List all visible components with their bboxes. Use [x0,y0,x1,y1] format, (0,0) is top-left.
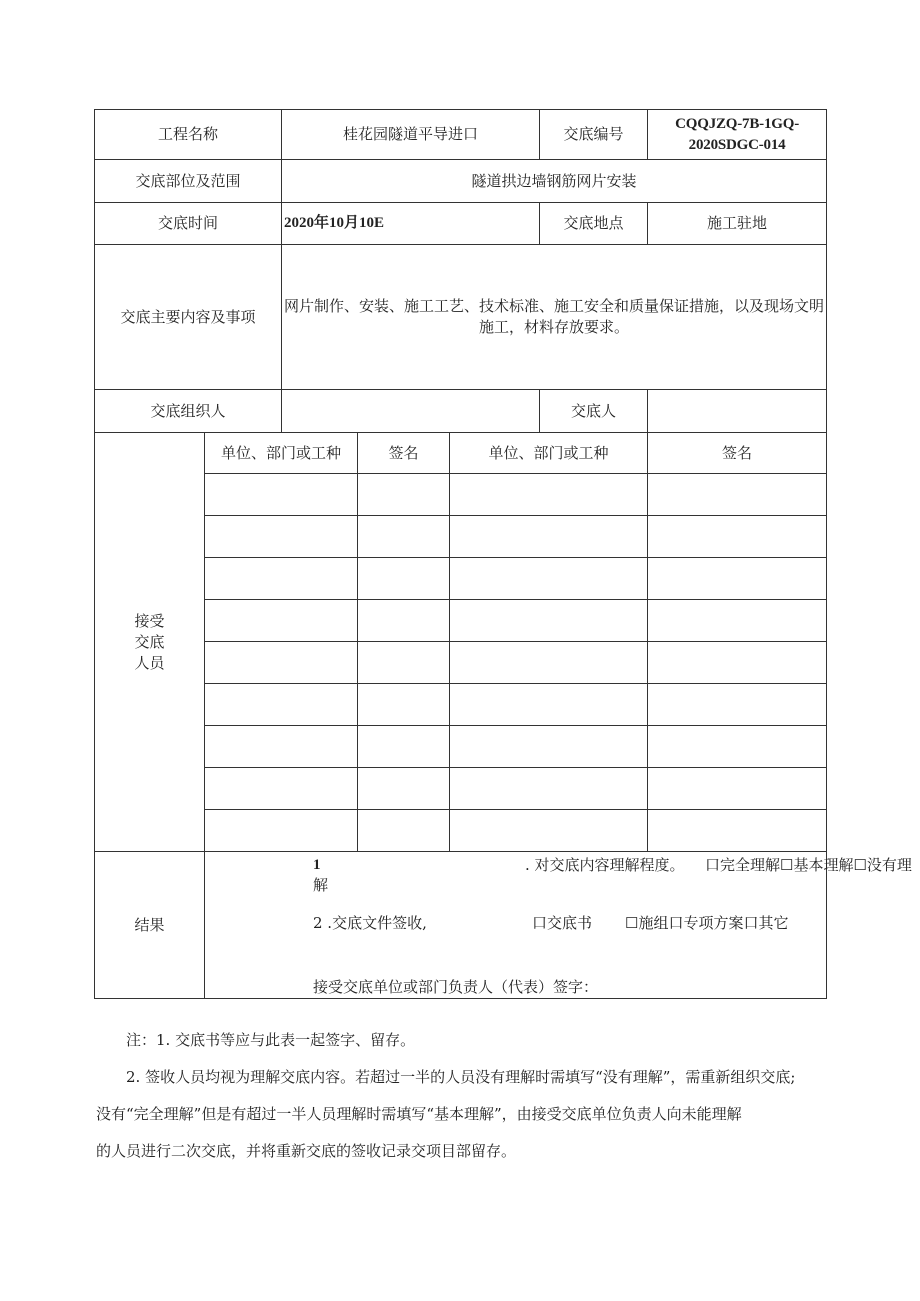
receivers-header-sign-1: 签名 [358,433,450,474]
result-item-2-text: 2 .交底文件签收, [313,914,427,932]
unit-cell[interactable] [205,600,358,642]
receivers-label: 接受 交底 人员 [95,433,205,852]
disclosure-code-label: 交底编号 [540,110,648,160]
sign-cell[interactable] [648,684,827,726]
sign-cell[interactable] [358,600,450,642]
unit-cell[interactable] [450,474,648,516]
unit-cell[interactable] [450,810,648,852]
table-row [95,474,827,516]
unit-cell[interactable] [450,768,648,810]
unit-cell[interactable] [450,516,648,558]
sign-cell[interactable] [358,642,450,684]
sign-cell[interactable] [358,474,450,516]
table-row [95,642,827,684]
disclosure-time-value: 2020年10月10E [282,203,540,245]
result-item-1-wrap: 解 [313,876,329,894]
organizer-label: 交底组织人 [95,390,282,433]
sign-cell[interactable] [648,558,827,600]
presenter-label: 交底人 [540,390,648,433]
unit-cell[interactable] [450,600,648,642]
note-1: 注：1. 交底书等应与此表一起签字、留存。 [126,1031,416,1049]
sign-cell[interactable] [648,726,827,768]
sign-cell[interactable] [648,642,827,684]
sign-cell[interactable] [648,474,827,516]
sign-cell[interactable] [358,558,450,600]
table-row [95,600,827,642]
receivers-header-unit-1: 单位、部门或工种 [205,433,358,474]
sign-cell[interactable] [648,600,827,642]
unit-cell[interactable] [205,474,358,516]
table-row [95,684,827,726]
unit-cell[interactable] [205,684,358,726]
main-content-label: 交底主要内容及事项 [95,245,282,390]
project-name-value: 桂花园隧道平导进口 [282,110,540,160]
technical-disclosure-form [94,109,912,999]
sign-cell[interactable] [358,810,450,852]
table-row [95,516,827,558]
result-item-1-number: 1 [313,857,321,873]
unit-cell[interactable] [450,684,648,726]
result-item-1-text: . 对交底内容理解程度。 [525,856,685,874]
presenter-value[interactable] [648,390,827,433]
note-2: 2. 签收人员均视为理解交底内容。若超过一半的人员没有理解时需填写“没有理解”，需重新组织交底; [126,1068,796,1086]
table-row [95,810,827,852]
result-label: 结果 [95,852,205,999]
scope-label: 交底部位及范围 [95,160,282,203]
sign-cell[interactable] [648,516,827,558]
note-2-cont-1: 没有“完全理解”但是有超过一半人员理解时需填写“基本理解”，由接受交底单位负责人向未能理解 [96,1105,742,1123]
disclosure-place-label: 交底地点 [540,203,648,245]
main-content-value: 网片制作、安装、施工工艺、技术标准、施工安全和质量保证措施，以及现场文明施工，材料存放要求。 [282,245,827,390]
note-2-cont-2: 的人员进行二次交底，并将重新交底的签收记录交项目部留存。 [96,1142,517,1160]
signature-line: 接受交底单位或部门负责人（代表）签字： [313,978,599,996]
disclosure-code-value: CQQJZQ-7B-1GQ-2020SDGC-014 [648,110,827,160]
document-options-other[interactable]: ☐施组口专项方案口其它 [625,914,789,932]
unit-cell[interactable] [450,726,648,768]
sign-cell[interactable] [358,516,450,558]
disclosure-time-label: 交底时间 [95,203,282,245]
unit-cell[interactable] [205,768,358,810]
unit-cell[interactable] [450,642,648,684]
table-row [95,768,827,810]
sign-cell[interactable] [358,768,450,810]
unit-cell[interactable] [205,726,358,768]
table-row [95,558,827,600]
unit-cell[interactable] [205,516,358,558]
project-name-label: 工程名称 [95,110,282,160]
unit-cell[interactable] [205,642,358,684]
sign-cell[interactable] [648,768,827,810]
receivers-header-unit-2: 单位、部门或工种 [450,433,648,474]
scope-value: 隧道拱边墙钢筋网片安装 [282,160,827,203]
result-content [205,852,912,999]
organizer-value[interactable] [282,390,540,433]
sign-cell[interactable] [648,810,827,852]
receivers-header-sign-2: 签名 [648,433,827,474]
table-row [95,726,827,768]
disclosure-place-value: 施工驻地 [648,203,827,245]
understanding-options[interactable]: 口完全理解☐基本理解☐没有理 [705,856,912,874]
sign-cell[interactable] [358,684,450,726]
unit-cell[interactable] [205,558,358,600]
sign-cell[interactable] [358,726,450,768]
document-option-disclosure[interactable]: 口交底书 [532,914,593,932]
unit-cell[interactable] [450,558,648,600]
unit-cell[interactable] [205,810,358,852]
